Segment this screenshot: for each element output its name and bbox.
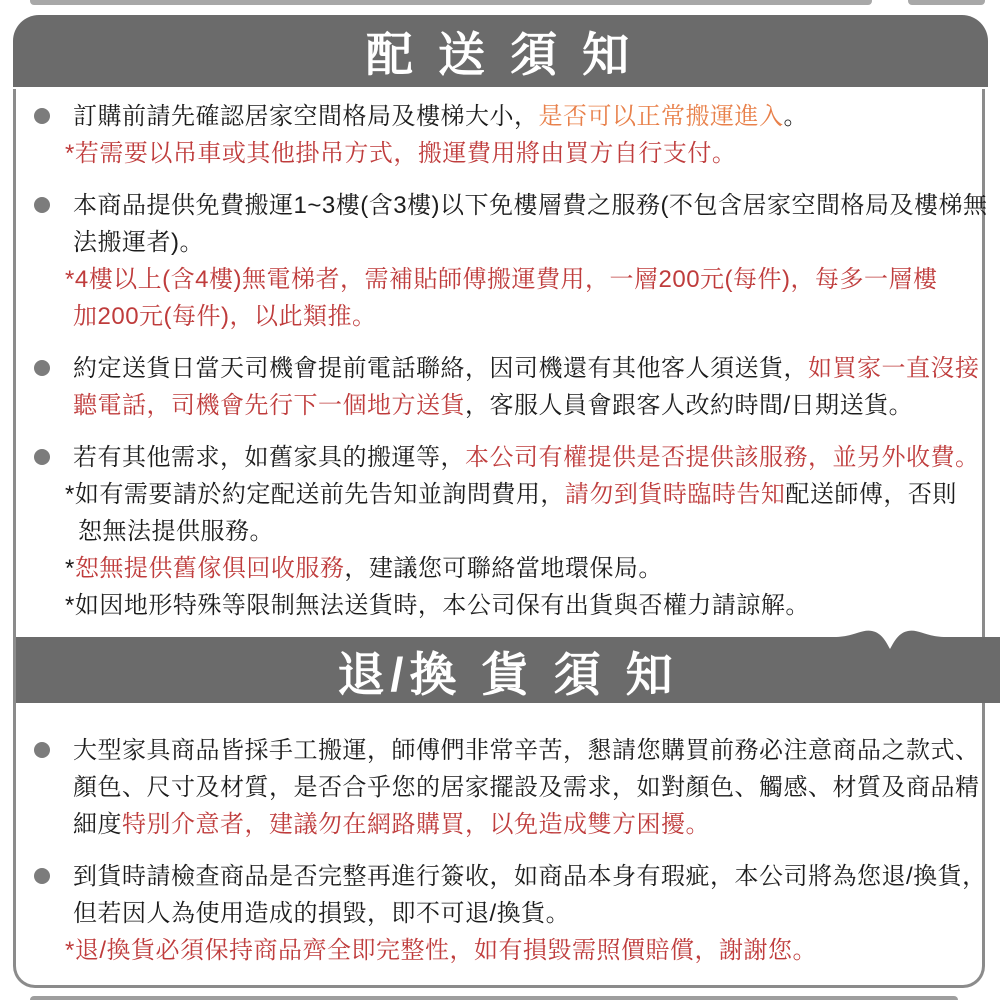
- text-segment: 法搬運者)。: [73, 229, 204, 256]
- text-segment: 特別介意者，建議勿在網路購買，以免造成雙方困擾。: [122, 811, 710, 838]
- notice-line: [16, 732, 984, 769]
- bullet-icon: [34, 108, 50, 124]
- notice-item: [16, 187, 988, 335]
- text-segment: 訂購前請先確認居家空間格局及樓梯大小，: [73, 103, 539, 130]
- notice-line: [16, 261, 984, 298]
- text-segment: *: [65, 555, 75, 582]
- text-segment: 顏色、尺寸及材質，是否合乎您的居家擺設及需求，如對顏色、觸感、材質及商品精: [73, 774, 980, 801]
- notice-line: [16, 187, 988, 224]
- notice-line: [16, 587, 984, 624]
- text-segment: 是否可以正常搬運進入: [538, 103, 784, 130]
- notice-item: [16, 439, 984, 624]
- notice-line: [16, 476, 984, 513]
- text-segment: *4樓以上(含4樓)無電梯者，需補貼師傅搬運費用，一層200元(每件)，每多一層樓: [65, 266, 938, 293]
- text-segment: 大型家具商品皆採手工搬運，師傅們非常辛苦，懇請您購買前務必注意商品之款式、: [73, 737, 980, 764]
- text-segment: 約定送貨日當天司機會提前電話聯絡，因司機還有其他客人須送貨，: [73, 355, 808, 382]
- notice-line: [16, 98, 984, 135]
- text-segment: 本商品提供免費搬運1~3樓(含3樓)以下免樓層費之服務(不包含居家空間格局及樓梯無: [73, 192, 988, 219]
- notice-line: [16, 769, 984, 806]
- text-segment: *如有需要請於約定配送前先告知並詢問費用，: [65, 481, 565, 508]
- text-segment: ，客服人員會跟客人改約時間/日期送貨。: [465, 392, 914, 419]
- notice-line: [16, 439, 984, 476]
- notice-line: [16, 224, 984, 261]
- text-segment: 加200元(每件)，以此類推。: [73, 303, 377, 330]
- bottom-cutoff-strip: [30, 996, 958, 1000]
- notice-item: [16, 732, 984, 843]
- text-segment: 恕無提供舊傢俱回收服務: [74, 555, 345, 582]
- text-segment: *如因地形特殊等限制無法送貨時，本公司保有出貨與否權力請諒解。: [65, 592, 810, 619]
- notice-line: [16, 895, 984, 932]
- delivery-header: [13, 15, 988, 87]
- text-segment: 細度: [73, 811, 122, 838]
- text-segment: 但若因人為使用造成的損毀，即不可退/換貨。: [73, 900, 571, 927]
- top-cutoff-strip-right: [908, 0, 985, 5]
- text-segment: 。: [783, 103, 808, 130]
- notice-line: [16, 858, 987, 895]
- notice-line: [16, 387, 984, 424]
- delivery-notice-section: [16, 98, 988, 639]
- notice-line: [16, 135, 984, 172]
- notice-line: [16, 550, 984, 587]
- text-segment: ，建議您可聯絡當地環保局。: [344, 555, 663, 582]
- text-segment: 請勿到貨時臨時告知: [564, 481, 786, 508]
- return-header-title: 退/換 貨 須 知: [337, 647, 679, 701]
- text-segment: 配送師傅，否則: [785, 481, 957, 508]
- text-segment: 聽電話，司機會先行下一個地方送貨: [73, 392, 465, 419]
- text-segment: 若有其他需求，如舊家具的搬運等，: [73, 444, 465, 471]
- text-segment: *若需要以吊車或其他掛吊方式，搬運費用將由買方自行支付。: [65, 140, 737, 167]
- bullet-icon: [34, 197, 50, 213]
- bullet-icon: [34, 742, 50, 758]
- notice-item: [16, 350, 984, 424]
- notice-line: [16, 932, 984, 969]
- text-segment: 到貨時請檢查商品是否完整再進行簽收，如商品本身有瑕疵，本公司將為您退/換貨，: [73, 863, 987, 890]
- bullet-icon: [34, 360, 50, 376]
- delivery-header-title: 配 送 須 知: [365, 27, 636, 81]
- notice-item: [16, 858, 987, 969]
- return-header: [16, 639, 1000, 703]
- top-cutoff-strip-left: [30, 0, 872, 5]
- text-segment: 如買家一直沒接: [808, 355, 980, 382]
- text-segment: 恕無法提供服務。: [78, 518, 274, 545]
- notice-item: [16, 98, 984, 172]
- notice-line: [16, 806, 984, 843]
- bullet-icon: [34, 449, 50, 465]
- return-notice-section: [16, 732, 987, 984]
- notice-line: [16, 350, 984, 387]
- notice-line: [16, 513, 984, 550]
- bullet-icon: [34, 868, 50, 884]
- text-segment: *退/換貨必須保持商品齊全即完整性，如有損毀需照價賠償，謝謝您。: [65, 937, 818, 964]
- text-segment: 本公司有權提供是否提供該服務，並另外收費。: [465, 444, 980, 471]
- notice-line: [16, 298, 984, 335]
